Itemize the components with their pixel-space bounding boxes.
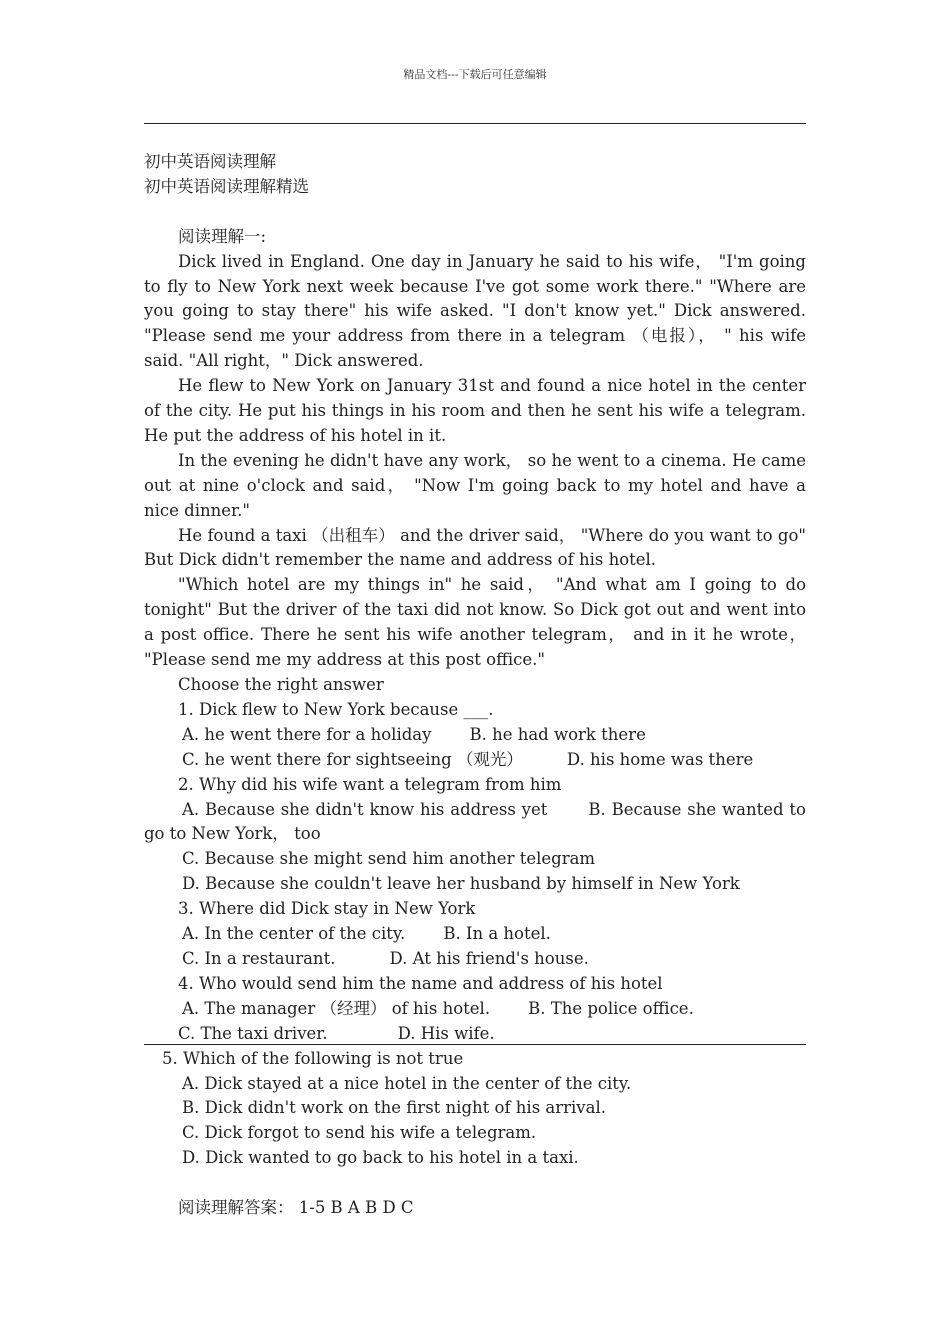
blank-line: [144, 200, 806, 225]
question-3-options-ab: [144, 922, 806, 947]
answer-key: 阅读理解答案： 1-5 B A B D C: [178, 1198, 414, 1218]
option-d: D. His wife.: [397, 1023, 495, 1043]
instruction: Choose the right answer: [178, 675, 384, 695]
story-paragraph-3: In the evening he didn't have any work， so he went to a cinema. He came out at nine o'clock and said， "Now I'm going back to my hotel and have a nice dinner.": [144, 450, 806, 520]
option-b: B. Because she wanted to go to New York， too: [144, 799, 806, 844]
option-d: D. his home was there: [566, 749, 754, 769]
option-d: D. Because she couldn't leave her husband by himself in New York: [182, 874, 740, 894]
question-2: 2. Why did his wife want a telegram from him: [178, 774, 562, 794]
question-2-options-ab: [144, 798, 806, 848]
header-divider: [144, 123, 806, 124]
question-1-options-cd: [144, 748, 806, 773]
option-a: A. In the center of the city.: [182, 924, 406, 944]
option-d: D. At his friend's house.: [389, 948, 589, 968]
question-1: 1. Dick flew to New York because ___.: [178, 699, 494, 719]
question-3: 3. Where did Dick stay in New York: [178, 899, 476, 919]
question-5: 5. Which of the following is not true: [162, 1048, 464, 1068]
question-4: 4. Who would send him the name and address of his hotel: [178, 973, 663, 993]
blank-line: [144, 1171, 806, 1196]
option-a: A. The manager （经理） of his hotel.: [182, 998, 491, 1018]
option-b: B. The police office.: [528, 998, 694, 1018]
option-b: B. Dick didn't work on the first night of his arrival.: [182, 1098, 606, 1118]
option-a: A. he went there for a holiday: [182, 724, 432, 744]
option-c: C. The taxi driver.: [178, 1023, 328, 1043]
document-subtitle: 初中英语阅读理解精选: [144, 176, 309, 196]
option-d: D. Dick wanted to go back to his hotel in a taxi.: [182, 1148, 579, 1168]
page-break-divider: [144, 1044, 806, 1045]
option-c: C. Because she might send him another telegram: [182, 849, 596, 869]
story-paragraph-1: Dick lived in England. One day in January he said to his wife， "I'm going to fly to New York next week because I've got some work there." "Where are you going to stay there" his wife asked. "I don't know yet." Dick answered. "Please send me your address from there in a telegram （电报）， " his wife said. "All right，" Dick answered.: [144, 251, 806, 371]
document-title: 初中英语阅读理解: [144, 152, 276, 171]
story-paragraph-4: He found a taxi （出租车） and the driver said， "Where do you want to go" But Dick didn't remember the name and address of his hotel.: [144, 525, 806, 570]
document-body: [144, 150, 806, 1221]
option-b: B. In a hotel.: [443, 924, 551, 944]
option-a: A. Because she didn't know his address yet: [182, 799, 548, 819]
option-c: C. Dick forgot to send his wife a telegram.: [182, 1123, 537, 1143]
story-paragraph-5: "Which hotel are my things in" he said， "And what am I going to do tonight" But the driver of the taxi did not know. So Dick got out and went into a post office. There he sent his wife another telegram， and in it he wrote， "Please send me my address at this post office.": [144, 575, 806, 670]
option-c: C. In a restaurant.: [182, 948, 336, 968]
question-1-options-ab: [144, 723, 806, 748]
story-paragraph-2: He flew to New York on January 31st and found a nice hotel in the center of the city. He put his things in his room and then he sent his wife a telegram. He put the address of his hotel in it.: [144, 376, 806, 445]
section-label: 阅读理解一:: [178, 226, 267, 246]
option-b: B. he had work there: [469, 724, 646, 744]
option-c: C. he went there for sightseeing （观光）: [182, 749, 523, 769]
option-a: A. Dick stayed at a nice hotel in the center of the city.: [182, 1073, 632, 1093]
question-4-options-ab: [144, 997, 806, 1022]
question-3-options-cd: [144, 947, 806, 972]
page-header: 精品文档---下载后可任意编辑: [403, 68, 547, 81]
question-4-options-cd: [144, 1022, 806, 1047]
